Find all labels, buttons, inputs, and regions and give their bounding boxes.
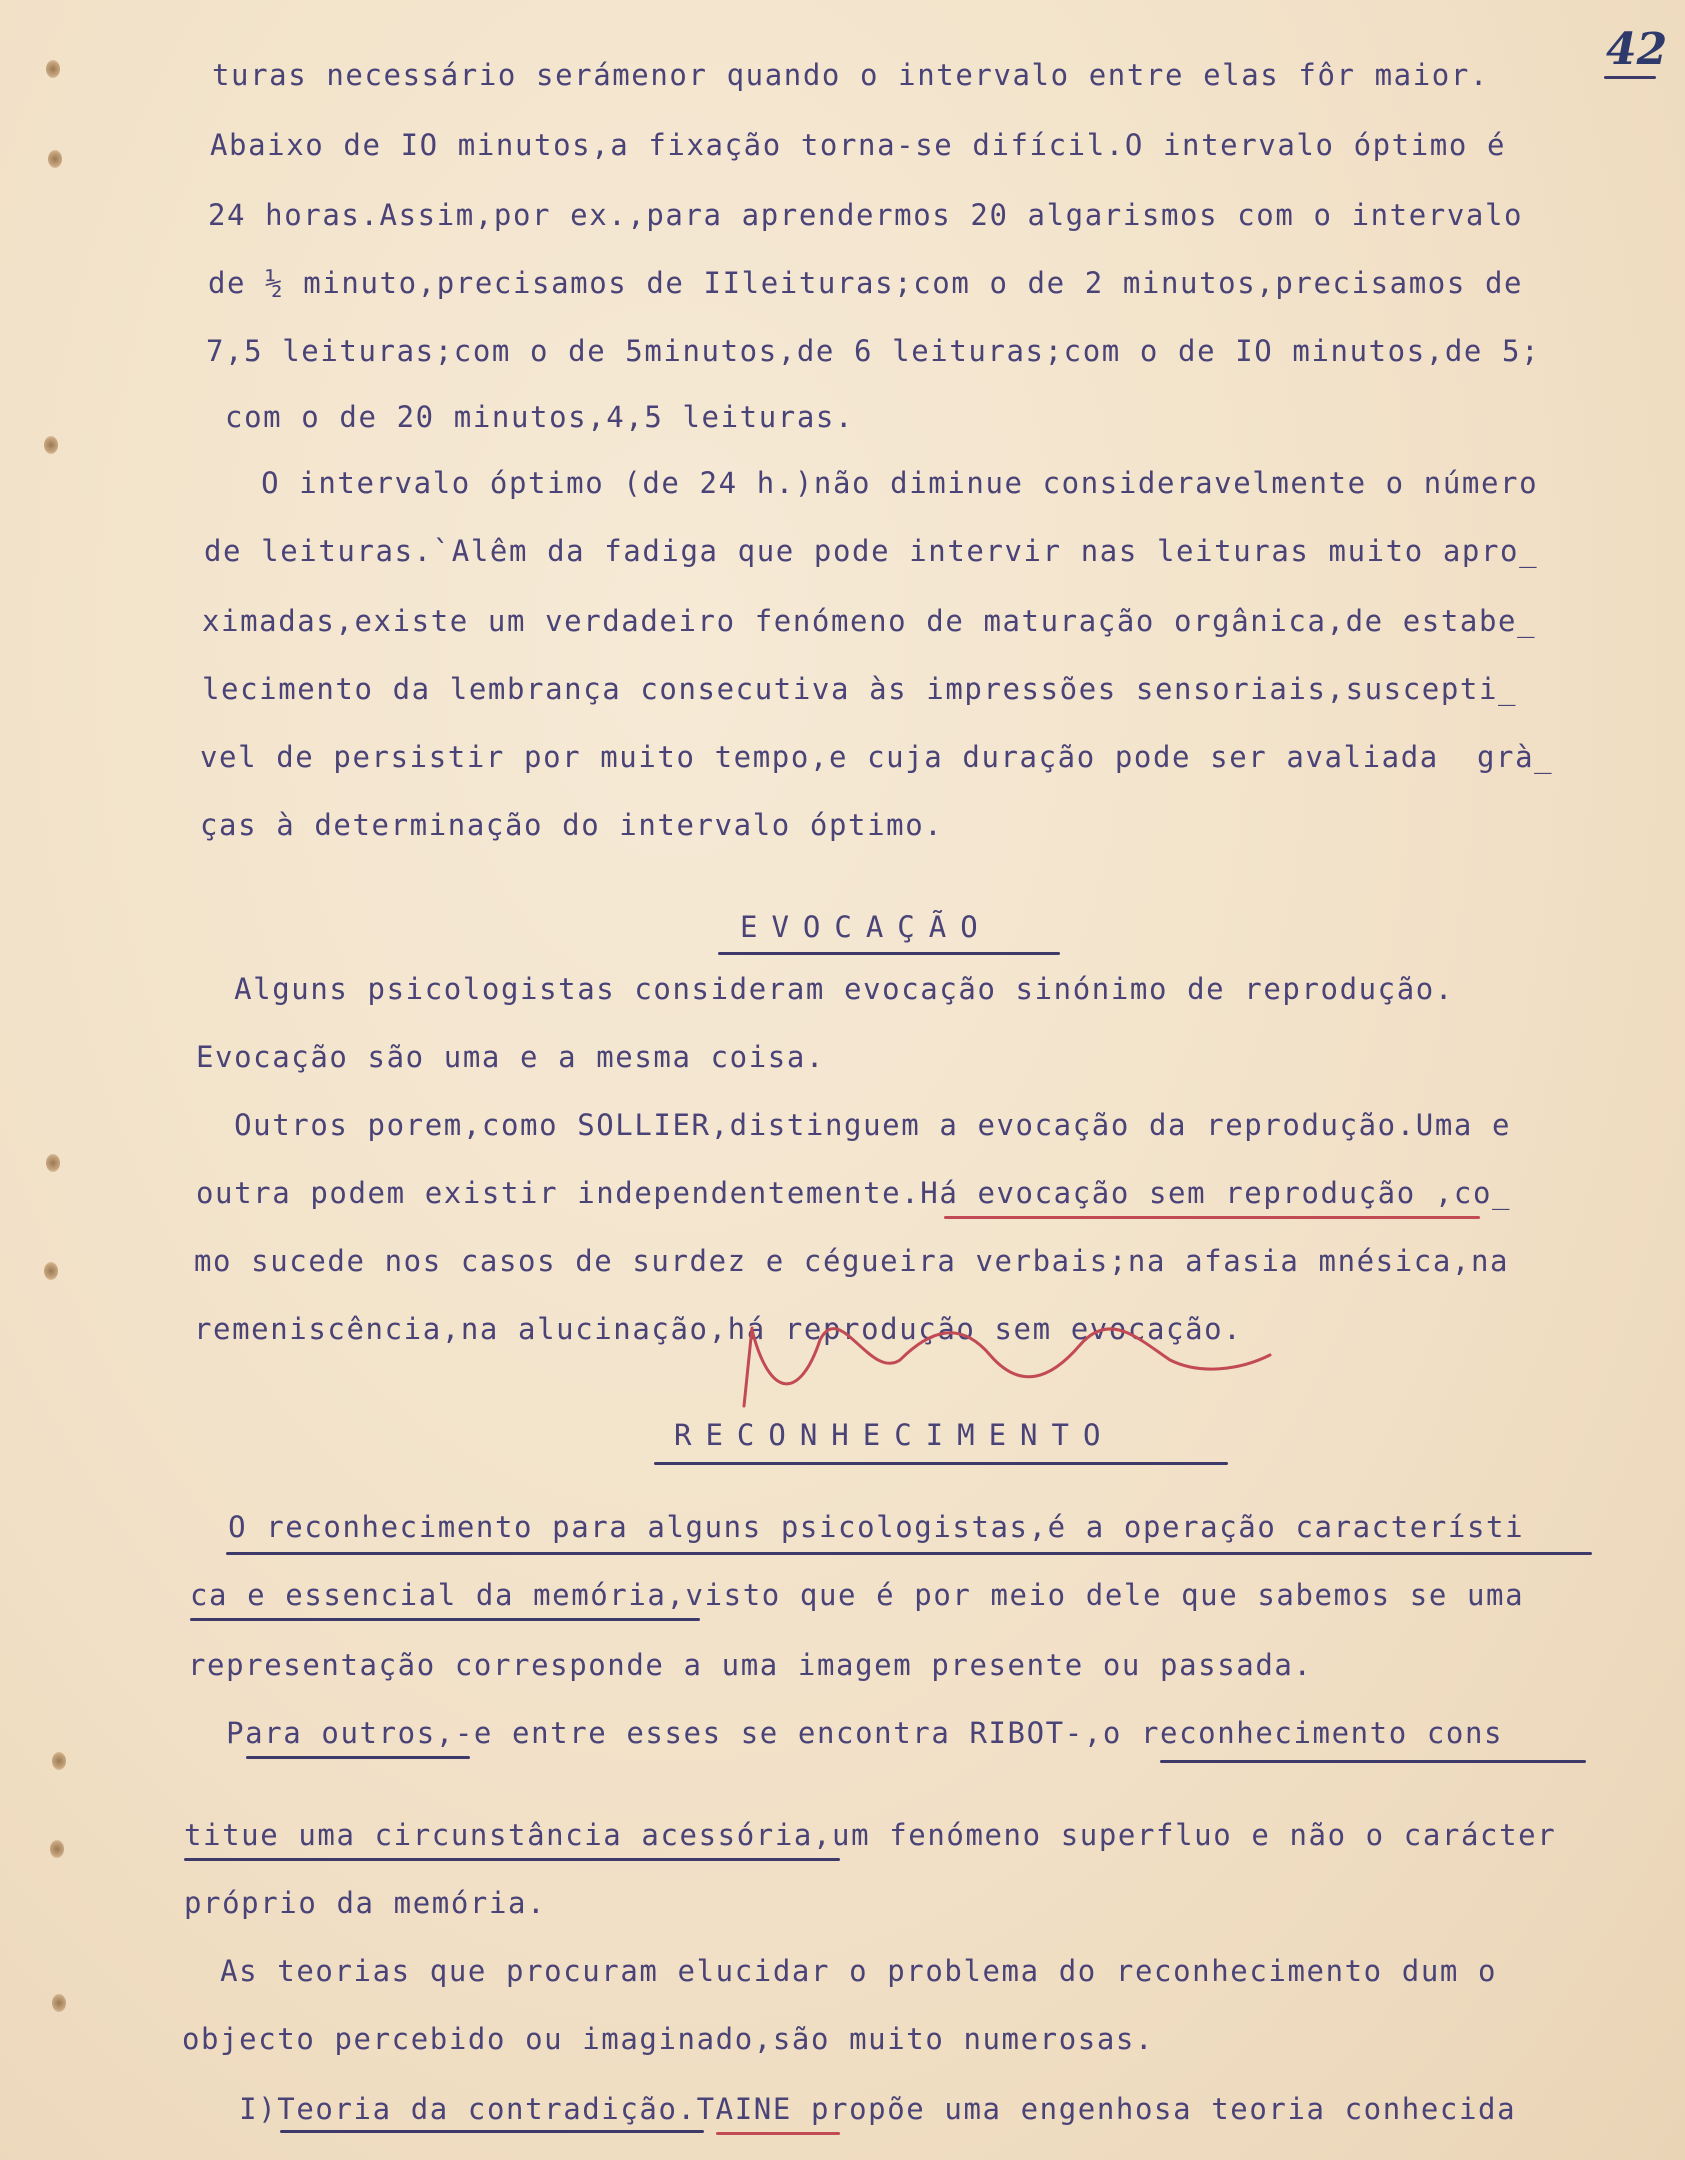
text-line: O intervalo óptimo (de 24 h.)não diminue consideravelmente o número xyxy=(204,466,1539,500)
text-line: titue uma circunstância acessória,um fenómeno superfluo e não o carácter xyxy=(184,1818,1557,1852)
text-line: com o de 20 minutos,4,5 leituras. xyxy=(206,400,855,434)
text-line: objecto percebido ou imaginado,são muito numerosas. xyxy=(182,2022,1155,2056)
text-line: representação corresponde a uma imagem presente ou passada. xyxy=(188,1648,1313,1682)
page-number: 42 xyxy=(1606,24,1668,75)
text-line: Evocação são uma e a mesma coisa. xyxy=(196,1040,825,1074)
text-line: Alguns psicologistas consideram evocação sinónimo de reprodução. xyxy=(196,972,1454,1006)
text-line: turas necessário serámenor quando o intervalo entre elas fôr maior. xyxy=(212,58,1489,92)
text-line: remeniscência,na alucinação,há reprodução sem evocação. xyxy=(194,1312,1243,1346)
text-line: 7,5 leituras;com o de 5minutos,de 6 leituras;com o de IO minutos,de 5; xyxy=(206,334,1541,368)
text-line: Abaixo de IO minutos,a fixação torna-se difícil.O intervalo óptimo é xyxy=(210,128,1507,162)
text-line: ximadas,existe um verdadeiro fenómeno de maturação orgânica,de estabe_ xyxy=(202,604,1537,638)
text-line: próprio da memória. xyxy=(184,1886,547,1920)
text-line: ca e essencial da memória,visto que é por meio dele que sabemos se uma xyxy=(190,1578,1525,1612)
section-heading-reconhecimento: RECONHECIMENTO xyxy=(674,1418,1115,1452)
text-line: Para outros,-e entre esses se encontra RIBOT-,o reconhecimento cons xyxy=(188,1716,1504,1750)
text-line: O reconhecimento para alguns psicologistas,é a operação característi xyxy=(190,1510,1525,1544)
text-line: Outros porem,como SOLLIER,distinguem a evocação da reprodução.Uma e xyxy=(196,1108,1512,1142)
text-line: 24 horas.Assim,por ex.,para aprendermos 20 algarismos com o intervalo xyxy=(208,198,1524,232)
text-line: I)Teoria da contradição.TAINE propõe uma engenhosa teoria conhecida xyxy=(182,2092,1517,2126)
section-heading-evocacao: EVOCAÇÃO xyxy=(740,910,992,944)
text-line: As teorias que procuram elucidar o problema do reconhecimento dum o xyxy=(182,1954,1498,1988)
text-line: de ½ minuto,precisamos de IIleituras;com o de 2 minutos,precisamos de xyxy=(208,266,1524,300)
text-line: outra podem existir independentemente.Há evocação sem reprodução ,co_ xyxy=(196,1176,1512,1210)
text-line: lecimento da lembrança consecutiva às impressões sensoriais,suscepti_ xyxy=(202,672,1518,706)
text-line: ças à determinação do intervalo óptimo. xyxy=(200,808,944,842)
text-line: de leituras.`Alêm da fadiga que pode intervir nas leituras muito apro_ xyxy=(204,534,1539,568)
text-line: mo sucede nos casos de surdez e cégueira verbais;na afasia mnésica,na xyxy=(194,1244,1510,1278)
text-line: vel de persistir por muito tempo,e cuja duração pode ser avaliada grà_ xyxy=(200,740,1554,774)
